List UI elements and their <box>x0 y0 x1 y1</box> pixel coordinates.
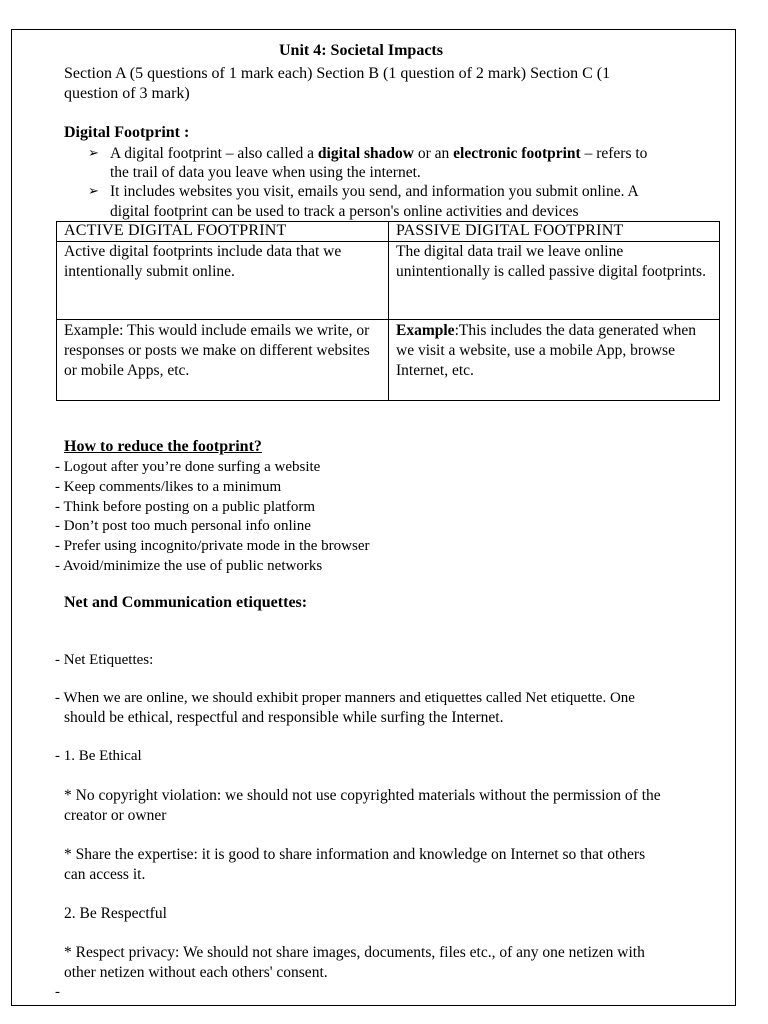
respect-privacy-line-1: * Respect privacy: We should not share images, documents, files etc., of any one netizen with <box>64 944 645 961</box>
table-cell-active-example: Example: This would include emails we write, or responses or posts we make on different websites or mobile Apps, etc. <box>57 320 389 401</box>
sections-line-1: Section A (5 questions of 1 mark each) Section B (1 question of 2 mark) Section C (1 <box>64 65 611 82</box>
electronic-footprint-term: electronic footprint <box>453 145 581 162</box>
net-etiquettes-heading: Net and Communication etiquettes: <box>64 594 308 611</box>
table-row <box>57 320 720 401</box>
copyright-line-2: creator or owner <box>64 807 167 824</box>
table-cell-passive-definition: The digital data trail we leave online unintentionally is called passive digital footprints. <box>389 242 720 320</box>
page-title: Unit 4: Societal Impacts <box>279 42 443 59</box>
list-item: - Logout after you’re done surfing a website <box>55 459 321 475</box>
list-item: - Don’t post too much personal info online <box>55 518 311 534</box>
footprint-table <box>56 221 720 401</box>
list-item: - Keep comments/likes to a minimum <box>55 479 282 495</box>
list-item: - Prefer using incognito/private mode in the browser <box>55 538 370 554</box>
share-expertise-line-2: can access it. <box>64 866 146 883</box>
table-header-passive: PASSIVE DIGITAL FOOTPRINT <box>389 222 720 242</box>
trailing-dash: - <box>55 984 60 1000</box>
respect-privacy-line-2: other netizen without each others' consent. <box>64 964 328 981</box>
table-row <box>57 242 720 320</box>
bullet-2-line-2: digital footprint can be used to track a person's online activities and devices <box>110 203 579 220</box>
net-etiquette-paragraph-line-1: - When we are online, we should exhibit proper manners and etiquettes called Net etiquette. One <box>55 690 635 706</box>
net-etiquette-paragraph-line-2: should be ethical, respectful and responsible while surfing the Internet. <box>64 709 504 726</box>
table-cell-active-definition: Active digital footprints include data that we intentionally submit online. <box>57 242 389 320</box>
net-etiquettes-label: - Net Etiquettes: <box>55 652 154 668</box>
sections-line-2: question of 3 mark) <box>64 85 190 102</box>
bullet-1-line-1: A digital footprint – also called a digital shadow or an electronic footprint – refers to <box>110 145 648 162</box>
digital-shadow-term: digital shadow <box>317 145 414 162</box>
reduce-footprint-heading: How to reduce the footprint? <box>64 438 262 455</box>
digital-footprint-heading: Digital Footprint : <box>64 124 190 141</box>
table-header-active: ACTIVE DIGITAL FOOTPRINT <box>57 222 389 242</box>
bullet-arrow-icon: ➢ <box>88 183 99 198</box>
list-item: - Avoid/minimize the use of public networks <box>55 558 323 574</box>
be-ethical-label: - 1. Be Ethical <box>55 748 142 764</box>
bullet-1-line-2: the trail of data you leave when using the internet. <box>110 164 421 181</box>
list-item: - Think before posting on a public platform <box>55 499 316 515</box>
table-cell-passive-example: Example:This includes the data generated when we visit a website, use a mobile App, browse Internet, etc. <box>389 320 720 401</box>
example-label: Example <box>396 322 455 339</box>
table-header-row <box>57 222 720 242</box>
bullet-2-line-1: It includes websites you visit, emails you send, and information you submit online. A <box>110 183 639 200</box>
share-expertise-line-1: * Share the expertise: it is good to share information and knowledge on Internet so that others <box>64 846 646 863</box>
copyright-line-1: * No copyright violation: we should not use copyrighted materials without the permission of the <box>64 787 661 804</box>
be-respectful-label: 2. Be Respectful <box>64 905 167 922</box>
bullet-arrow-icon: ➢ <box>88 145 99 160</box>
